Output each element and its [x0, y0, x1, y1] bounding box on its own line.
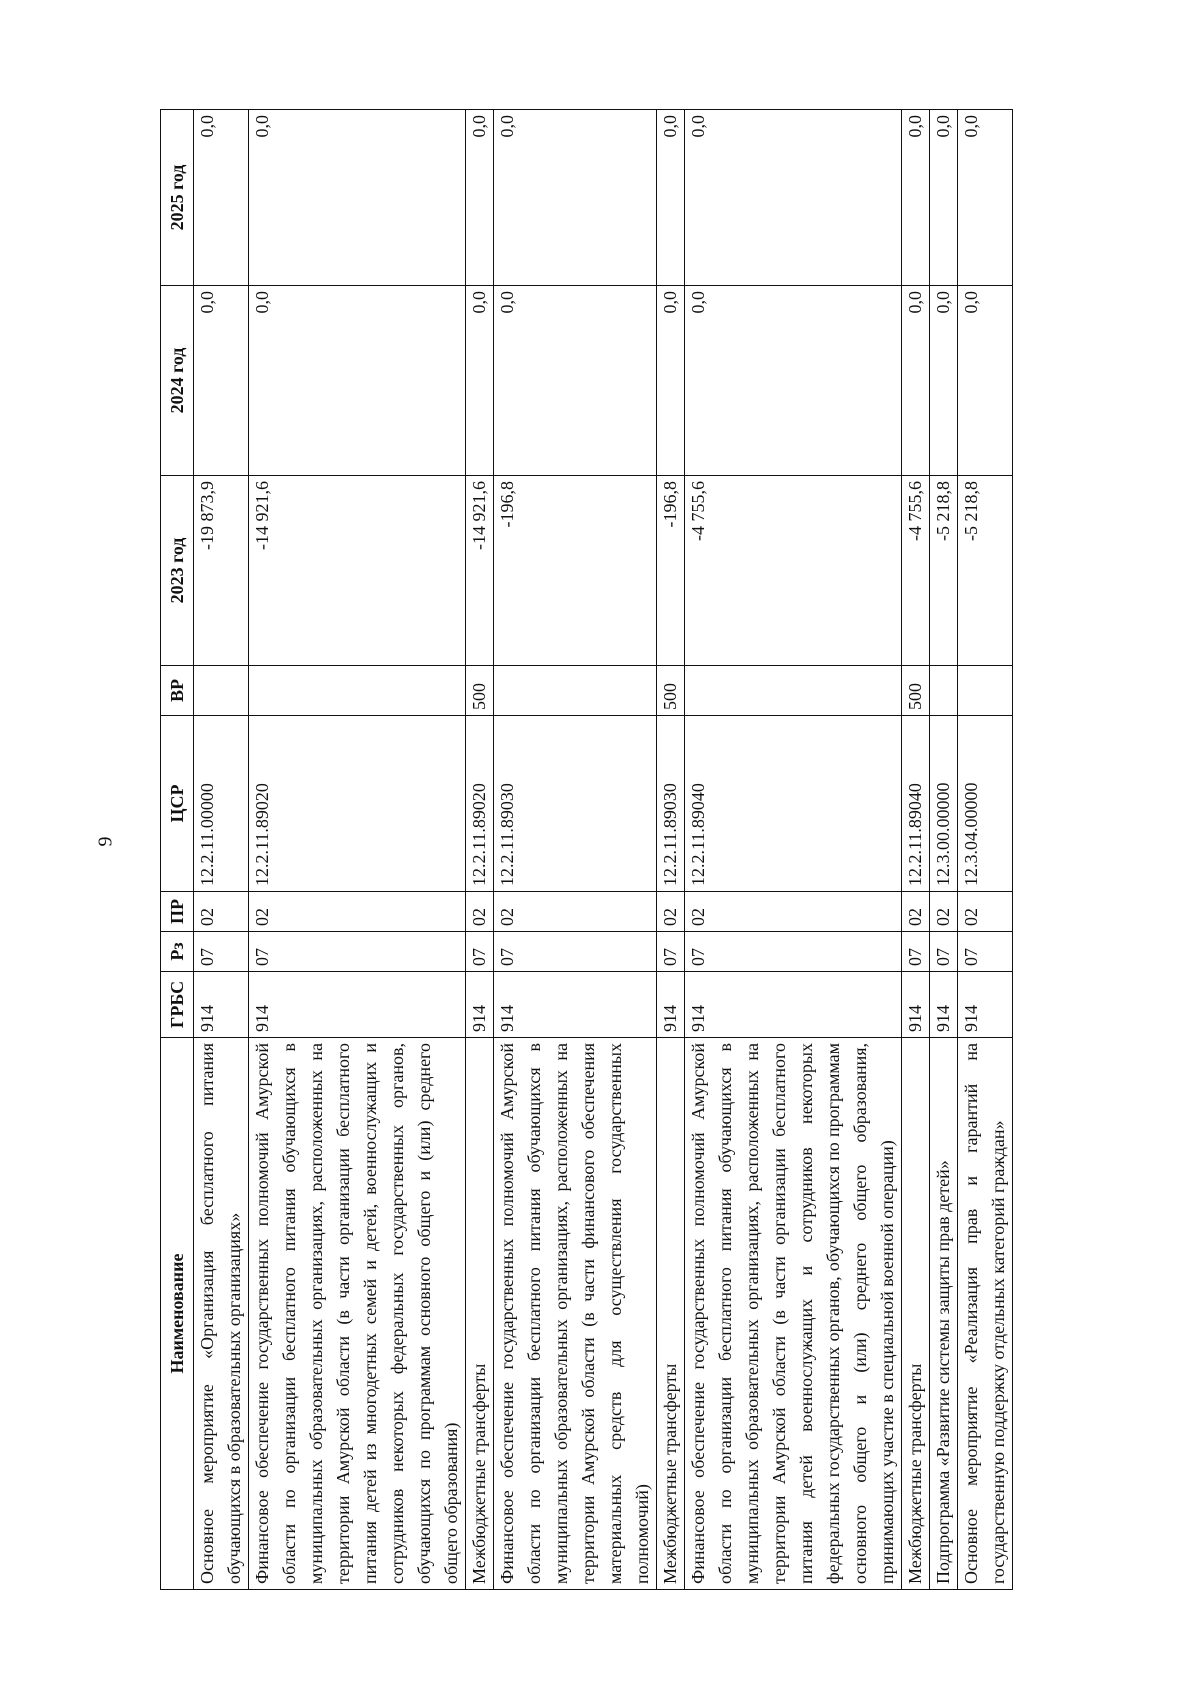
- cell-csr: 12.3.00.00000: [930, 716, 958, 892]
- cell-2024: 0,0: [657, 286, 685, 476]
- cell-2024: 0,0: [466, 286, 494, 476]
- cell-2025: 0,0: [930, 110, 958, 286]
- cell-name: Финансовое обеспечение государственных полномочий Амурской области по организации бесплатного питания обучающихся в муниципальных образовательных организациях, расположенных на территории Амурской области (в части организации бесплатного питания детей военнослужащих и сотрудников некоторых федеральных государственных органов, обучающихся по программам основного общего и (или) среднего общего образования, принимающих участие в специальной военной операции): [685, 1038, 902, 1590]
- cell-grbs: 914: [930, 972, 958, 1038]
- cell-2023: -14 921,6: [466, 476, 494, 666]
- cell-csr: 12.2.11.89040: [902, 716, 930, 892]
- cell-vr: [249, 666, 466, 716]
- cell-2025: 0,0: [958, 110, 1013, 286]
- header-name: Наименование: [161, 1038, 194, 1590]
- page-number: 9: [94, 836, 117, 847]
- cell-2025: 0,0: [466, 110, 494, 286]
- table-row: [902, 110, 930, 1590]
- cell-csr: 12.2.11.00000: [194, 716, 249, 892]
- budget-table: [160, 109, 1013, 1590]
- cell-2024: 0,0: [902, 286, 930, 476]
- cell-grbs: 914: [466, 972, 494, 1038]
- cell-name: Основное мероприятие «Реализация прав и гарантий на государственную поддержку отдельных категорий граждан»: [958, 1038, 1013, 1590]
- cell-vr: [194, 666, 249, 716]
- cell-pr: 02: [194, 892, 249, 932]
- cell-vr: 500: [466, 666, 494, 716]
- cell-pr: 02: [685, 892, 902, 932]
- cell-rz: 07: [657, 932, 685, 972]
- cell-csr: 12.2.11.89020: [249, 716, 466, 892]
- cell-2024: 0,0: [194, 286, 249, 476]
- table-wrapper: [160, 110, 1040, 1590]
- header-csr: ЦСР: [161, 716, 194, 892]
- cell-pr: 02: [930, 892, 958, 932]
- table-row: [194, 110, 249, 1590]
- header-2025: 2025 год: [161, 110, 194, 286]
- cell-grbs: 914: [958, 972, 1013, 1038]
- table-row: [657, 110, 685, 1590]
- table-row: [249, 110, 466, 1590]
- cell-pr: 02: [466, 892, 494, 932]
- cell-name: Межбюджетные трансферты: [466, 1038, 494, 1590]
- header-2023: 2023 год: [161, 476, 194, 666]
- cell-2024: 0,0: [958, 286, 1013, 476]
- cell-2023: -19 873,9: [194, 476, 249, 666]
- rotated-table-area: [160, 110, 1040, 1590]
- cell-2024: 0,0: [494, 286, 657, 476]
- cell-rz: 07: [685, 932, 902, 972]
- cell-2023: -196,8: [657, 476, 685, 666]
- cell-name: Подпрограмма «Развитие системы защиты прав детей»: [930, 1038, 958, 1590]
- cell-2025: 0,0: [249, 110, 466, 286]
- cell-grbs: 914: [194, 972, 249, 1038]
- cell-csr: 12.2.11.89030: [657, 716, 685, 892]
- cell-vr: [958, 666, 1013, 716]
- cell-2023: -4 755,6: [902, 476, 930, 666]
- cell-vr: [494, 666, 657, 716]
- cell-pr: 02: [657, 892, 685, 932]
- cell-name: Финансовое обеспечение государственных полномочий Амурской области по организации бесплатного питания обучающихся в муниципальных образовательных организациях, расположенных на территории Амурской области (в части финансового обеспечения материальных средств для осуществления государственных полномочий): [494, 1038, 657, 1590]
- cell-2025: 0,0: [685, 110, 902, 286]
- cell-pr: 02: [494, 892, 657, 932]
- cell-rz: 07: [494, 932, 657, 972]
- cell-csr: 12.3.04.00000: [958, 716, 1013, 892]
- table-header-row: [161, 110, 194, 1590]
- cell-rz: 07: [194, 932, 249, 972]
- header-rz: Рз: [161, 932, 194, 972]
- cell-csr: 12.2.11.89040: [685, 716, 902, 892]
- cell-grbs: 914: [685, 972, 902, 1038]
- table-row: [466, 110, 494, 1590]
- cell-2025: 0,0: [494, 110, 657, 286]
- cell-rz: 07: [466, 932, 494, 972]
- table-row: [685, 110, 902, 1590]
- header-grbs: ГРБС: [161, 972, 194, 1038]
- cell-2024: 0,0: [249, 286, 466, 476]
- cell-grbs: 914: [494, 972, 657, 1038]
- cell-name: Финансовое обеспечение государственных полномочий Амурской области по организации бесплатного питания обучающихся в муниципальных образовательных организациях, расположенных на территории Амурской области (в части организации бесплатного питания детей из многодетных семей и детей, военнослужащих и сотрудников некоторых федеральных государственных органов, обучающихся по программам основного общего и (или) среднего общего образования): [249, 1038, 466, 1590]
- cell-name: Межбюджетные трансферты: [902, 1038, 930, 1590]
- cell-2024: 0,0: [930, 286, 958, 476]
- cell-grbs: 914: [902, 972, 930, 1038]
- cell-2025: 0,0: [902, 110, 930, 286]
- cell-2024: 0,0: [685, 286, 902, 476]
- cell-pr: 02: [249, 892, 466, 932]
- cell-rz: 07: [249, 932, 466, 972]
- header-pr: ПР: [161, 892, 194, 932]
- cell-pr: 02: [902, 892, 930, 932]
- header-vr: ВР: [161, 666, 194, 716]
- cell-pr: 02: [958, 892, 1013, 932]
- cell-2025: 0,0: [194, 110, 249, 286]
- cell-2023: -5 218,8: [958, 476, 1013, 666]
- cell-name: Межбюджетные трансферты: [657, 1038, 685, 1590]
- cell-2023: -5 218,8: [930, 476, 958, 666]
- cell-rz: 07: [902, 932, 930, 972]
- cell-csr: 12.2.11.89030: [494, 716, 657, 892]
- cell-vr: [930, 666, 958, 716]
- cell-csr: 12.2.11.89020: [466, 716, 494, 892]
- header-2024: 2024 год: [161, 286, 194, 476]
- table-row: [930, 110, 958, 1590]
- cell-vr: 500: [902, 666, 930, 716]
- cell-2023: -4 755,6: [685, 476, 902, 666]
- cell-grbs: 914: [657, 972, 685, 1038]
- cell-rz: 07: [958, 932, 1013, 972]
- cell-2025: 0,0: [657, 110, 685, 286]
- cell-2023: -14 921,6: [249, 476, 466, 666]
- cell-2023: -196,8: [494, 476, 657, 666]
- cell-rz: 07: [930, 932, 958, 972]
- table-row: [494, 110, 657, 1590]
- cell-vr: 500: [657, 666, 685, 716]
- cell-grbs: 914: [249, 972, 466, 1038]
- cell-vr: [685, 666, 902, 716]
- cell-name: Основное мероприятие «Организация бесплатного питания обучающихся в образовательных организациях»: [194, 1038, 249, 1590]
- table-row: [958, 110, 1013, 1590]
